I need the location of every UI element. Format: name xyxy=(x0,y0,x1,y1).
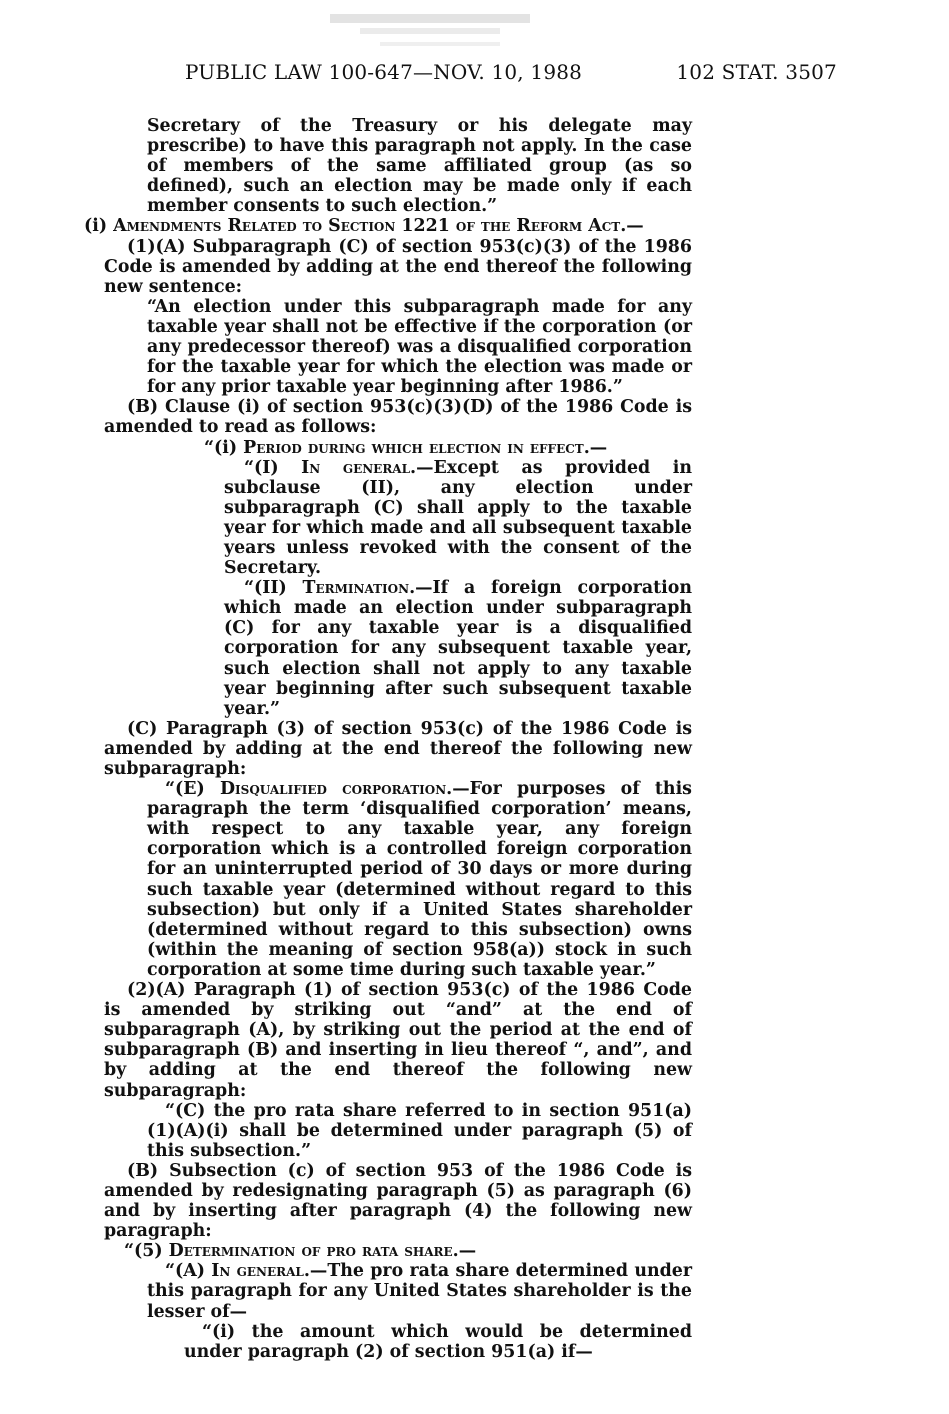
public-law-citation: PUBLIC LAW 100-647—NOV. 10, 1988 xyxy=(185,60,583,84)
quoted-paragraph: “An election under this subparagraph made for any taxable year shall not be effective if the corporation (or any predecessor thereof) was a disqualified corporation for the taxable year for which the election was made or for any prior taxable year beginning after 1986.” xyxy=(147,296,692,398)
subparagraph: “(A) In general.—The pro rata share determined under this paragraph for any United States shareholder is the lesser of— xyxy=(147,1261,692,1322)
paragraph: (C) Paragraph (3) of section 953(c) of the 1986 Code is amended by adding at the end thereof the following new subparagraph: xyxy=(104,718,692,779)
paragraph: (2)(A) Paragraph (1) of section 953(c) of the 1986 Code is amended by striking out “and” at the end of subparagraph (A), by striking out the period at the end of subparagraph (B) and inserting in lieu thereof “, and”, and by adding at the end thereof the following new subparagraph: xyxy=(104,980,692,1101)
clause-heading: “(i) Period during which election in effect.— xyxy=(204,437,608,458)
statute-text xyxy=(84,116,692,1362)
subsection-heading: (i) Amendments Related to Section 1221 of the Reform Act.— xyxy=(84,216,644,237)
paragraph: (B) Clause (i) of section 953(c)(3)(D) of the 1986 Code is amended to read as follows: xyxy=(104,397,692,438)
clause: “(i) the amount which would be determined under paragraph (2) of section 951(a) if— xyxy=(184,1321,692,1362)
stat-page-number: 102 STAT. 3507 xyxy=(676,60,837,84)
paragraph: (1)(A) Subparagraph (C) of section 953(c)(3) of the 1986 Code is amended by adding at the end thereof the following new sentence: xyxy=(104,236,692,297)
subclause: “(I) In general.—Except as provided in subclause (II), any election under subparagraph (C) shall apply to the taxable year for which made and all subsequent taxable years unless revoked with the consent of the Secretary. xyxy=(224,457,692,579)
paragraph: Secretary of the Treasury or his delegate may prescribe) to have this paragraph not apply. In the case of members of the same affiliated group (as so defined), such an election may be made only if each member consents to such election.” xyxy=(147,116,692,217)
paragraph-heading: “(5) Determination of pro rata share.— xyxy=(124,1241,477,1262)
page-header xyxy=(185,60,837,90)
subparagraph: “(E) Disqualified corporation.—For purposes of this paragraph the term ‘disqualified corporation’ means, with respect to any taxable year, any foreign corporation which is a controlled foreign corporation for an uninterrupted period of 30 days or more during such taxable year (determined without regard to this subsection) but only if a United States shareholder (determined without regard to this subsection) owns (within the meaning of section 958(a)) stock in such corporation at some time during such taxable year.” xyxy=(147,779,692,980)
paragraph: (B) Subsection (c) of section 953 of the 1986 Code is amended by redesignating paragraph (5) as paragraph (6) and by inserting after paragraph (4) the following new paragraph: xyxy=(104,1160,692,1242)
subclause: “(II) Termination.—If a foreign corporation which made an election under subparagraph (C) for any taxable year is a disqualified corporation for any subsequent taxable year, such election shall not apply to any taxable year beginning after such subsequent taxable year.” xyxy=(224,578,692,719)
quoted-paragraph: “(C) the pro rata share referred to in section 951(a)(1)(A)(i) shall be determined under paragraph (5) of this subsection.” xyxy=(147,1100,692,1161)
